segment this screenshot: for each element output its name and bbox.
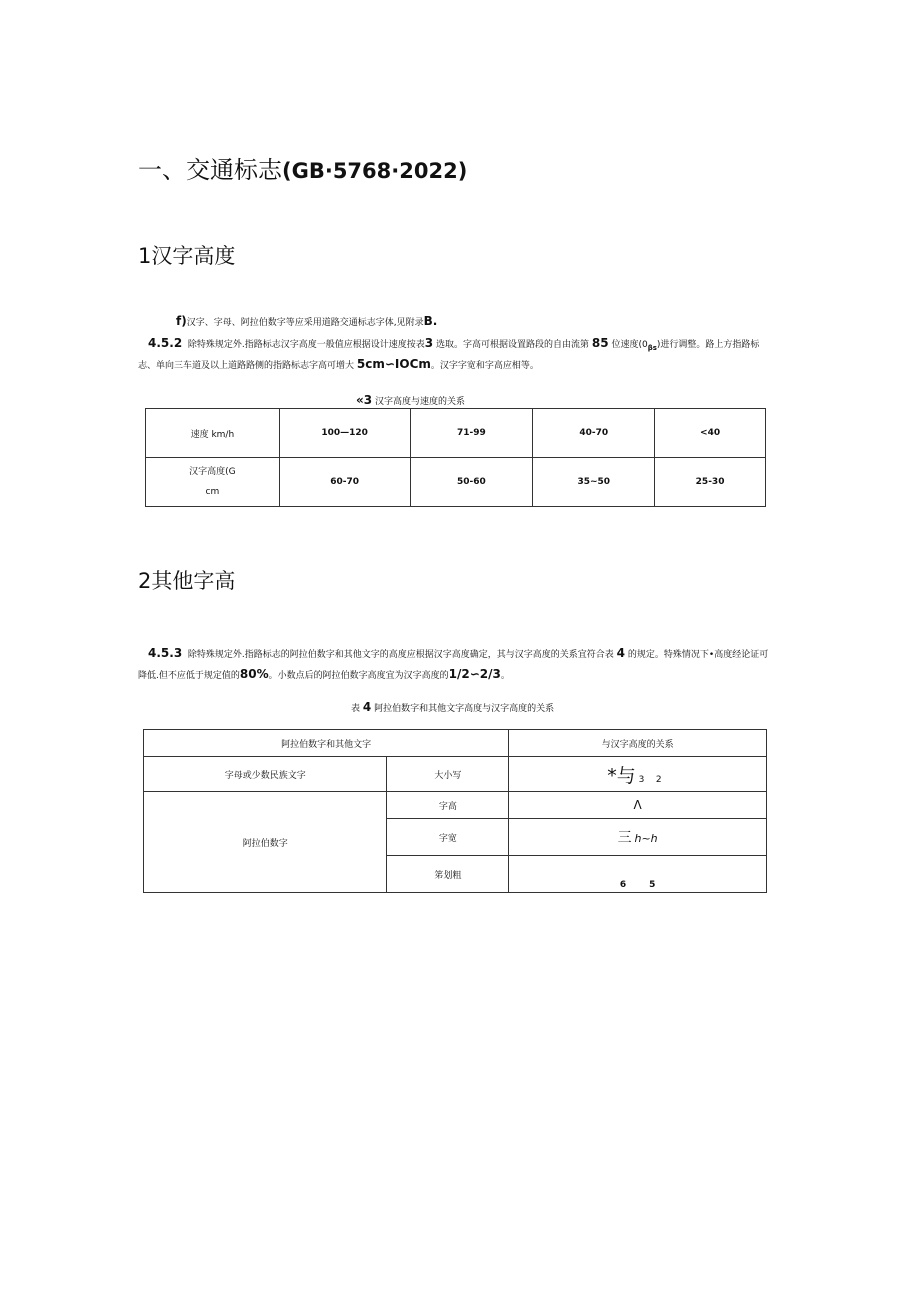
clause-number: 4.5.3 — [148, 646, 183, 660]
table-cell: 字母或少数民族文字 — [144, 757, 387, 792]
clause-number: 4.5.2 — [148, 336, 183, 350]
table-caption-prefix: 表 — [351, 704, 361, 714]
height-range: 5cm∽IOCm — [356, 357, 431, 371]
section-title-char-height: 1汉字高度 — [138, 244, 236, 268]
row-label-line1: 汉字高度(G — [189, 467, 236, 477]
table-cell — [509, 819, 767, 856]
clause-4-5-2-line1 — [148, 337, 759, 354]
section-title-other-height: 2其他字高 — [138, 569, 236, 593]
table-ref: 3 — [424, 336, 434, 350]
table-cell: 大小写 — [387, 757, 509, 792]
page-title-text: 一、交通标志 — [138, 156, 282, 184]
table-cell — [509, 757, 767, 792]
clause-text: 志、单向三车道及以上道路路侧的指路标志字高可增大 — [138, 361, 355, 371]
row-label-line2: cm — [205, 487, 220, 497]
table-cell: 71-99 — [410, 409, 533, 458]
clause-text: 除特殊规定外.指路标志的阿拉伯数字和其他文字的高度应根据汉字高度确定，其与汉字高度的关系宜符合表 — [187, 650, 614, 660]
relation-value: 3 — [638, 774, 645, 785]
table-number: 4 — [362, 700, 372, 714]
appendix-ref: B. — [423, 314, 438, 328]
table-number: «3 — [356, 393, 373, 407]
table-caption-text: 阿拉伯数字和其他文字高度与汉字高度的关系 — [374, 704, 555, 714]
table-other-char-height — [143, 729, 767, 893]
clause-text: 。 — [500, 671, 510, 681]
table-cell: 笫划粗 — [387, 856, 509, 893]
table-cell: 字高 — [387, 792, 509, 819]
clause-4-5-3-line1 — [148, 647, 768, 661]
table-speed-char-height — [145, 408, 766, 507]
percent-value: 80% — [239, 667, 269, 681]
table-cell: Λ — [509, 792, 767, 819]
clause-text: )进行调整。路上方指路标 — [656, 340, 760, 350]
column-header: 与汉字高度的关系 — [509, 730, 767, 757]
table-row — [144, 792, 767, 819]
relation-value: h~h — [634, 832, 658, 845]
table3-caption — [356, 393, 465, 407]
table-row — [146, 409, 766, 458]
percentile-number: 85 — [591, 336, 609, 350]
table-cell: 35~50 — [533, 458, 655, 507]
clause-text: 位速度(0 — [611, 340, 648, 350]
row-label — [146, 458, 280, 507]
table-ref: 4 — [616, 646, 626, 660]
clause-text: 降低.但不应低于规定值的 — [138, 671, 240, 681]
clause-text: 除特殊规定外.指路标志汉字高度一般值应根据设计速度按表 — [187, 340, 425, 350]
relation-value: 6 — [619, 880, 627, 890]
table-cell: 字宽 — [387, 819, 509, 856]
paragraph-f — [176, 315, 437, 329]
table-cell: 60-70 — [279, 458, 410, 507]
clause-text: 。汉字字宽和字高应相等。 — [430, 361, 539, 371]
relation-value: 2 — [655, 774, 662, 785]
table-cell: 40-70 — [533, 409, 655, 458]
page-title — [138, 150, 467, 185]
clause-text: 的规定。特殊情况下•高度经论证可 — [627, 650, 769, 660]
clause-text: 选取。字高可根据设置路段的自由流第 — [436, 340, 590, 350]
table-caption-text: 汉字高度与速度的关系 — [374, 397, 465, 407]
table-cell: 阿拉伯数字 — [144, 792, 387, 893]
relation-symbol: *与 — [607, 764, 636, 787]
table-cell: 100—120 — [279, 409, 410, 458]
item-text: 汉字、字母、阿拉伯数字等应采用道路交通标志字体,见附录 — [186, 318, 424, 328]
table-cell: 50-60 — [410, 458, 533, 507]
standard-code: (GB·5768·2022) — [282, 159, 468, 183]
table4-caption — [351, 700, 554, 714]
table-cell — [509, 856, 767, 893]
table-header-row — [144, 730, 767, 757]
table-cell: 25-30 — [655, 458, 766, 507]
relation-symbol: 三 — [617, 830, 632, 846]
row-label: 速度 km/h — [146, 409, 280, 458]
table-row — [144, 757, 767, 792]
clause-4-5-2-line2 — [138, 358, 539, 372]
relation-value: 5 — [649, 880, 656, 890]
column-header: 阿拉伯数字和其他文字 — [144, 730, 509, 757]
clause-4-5-3-line2 — [138, 668, 510, 682]
table-cell: <40 — [655, 409, 766, 458]
subscript: βs — [647, 343, 657, 352]
table-row — [146, 458, 766, 507]
clause-text: 。小数点后的阿拉伯数字高度宜为汉字高度的 — [268, 671, 449, 681]
item-label: f) — [176, 314, 187, 328]
ratio-range: 1/2∽2/3 — [448, 667, 501, 681]
